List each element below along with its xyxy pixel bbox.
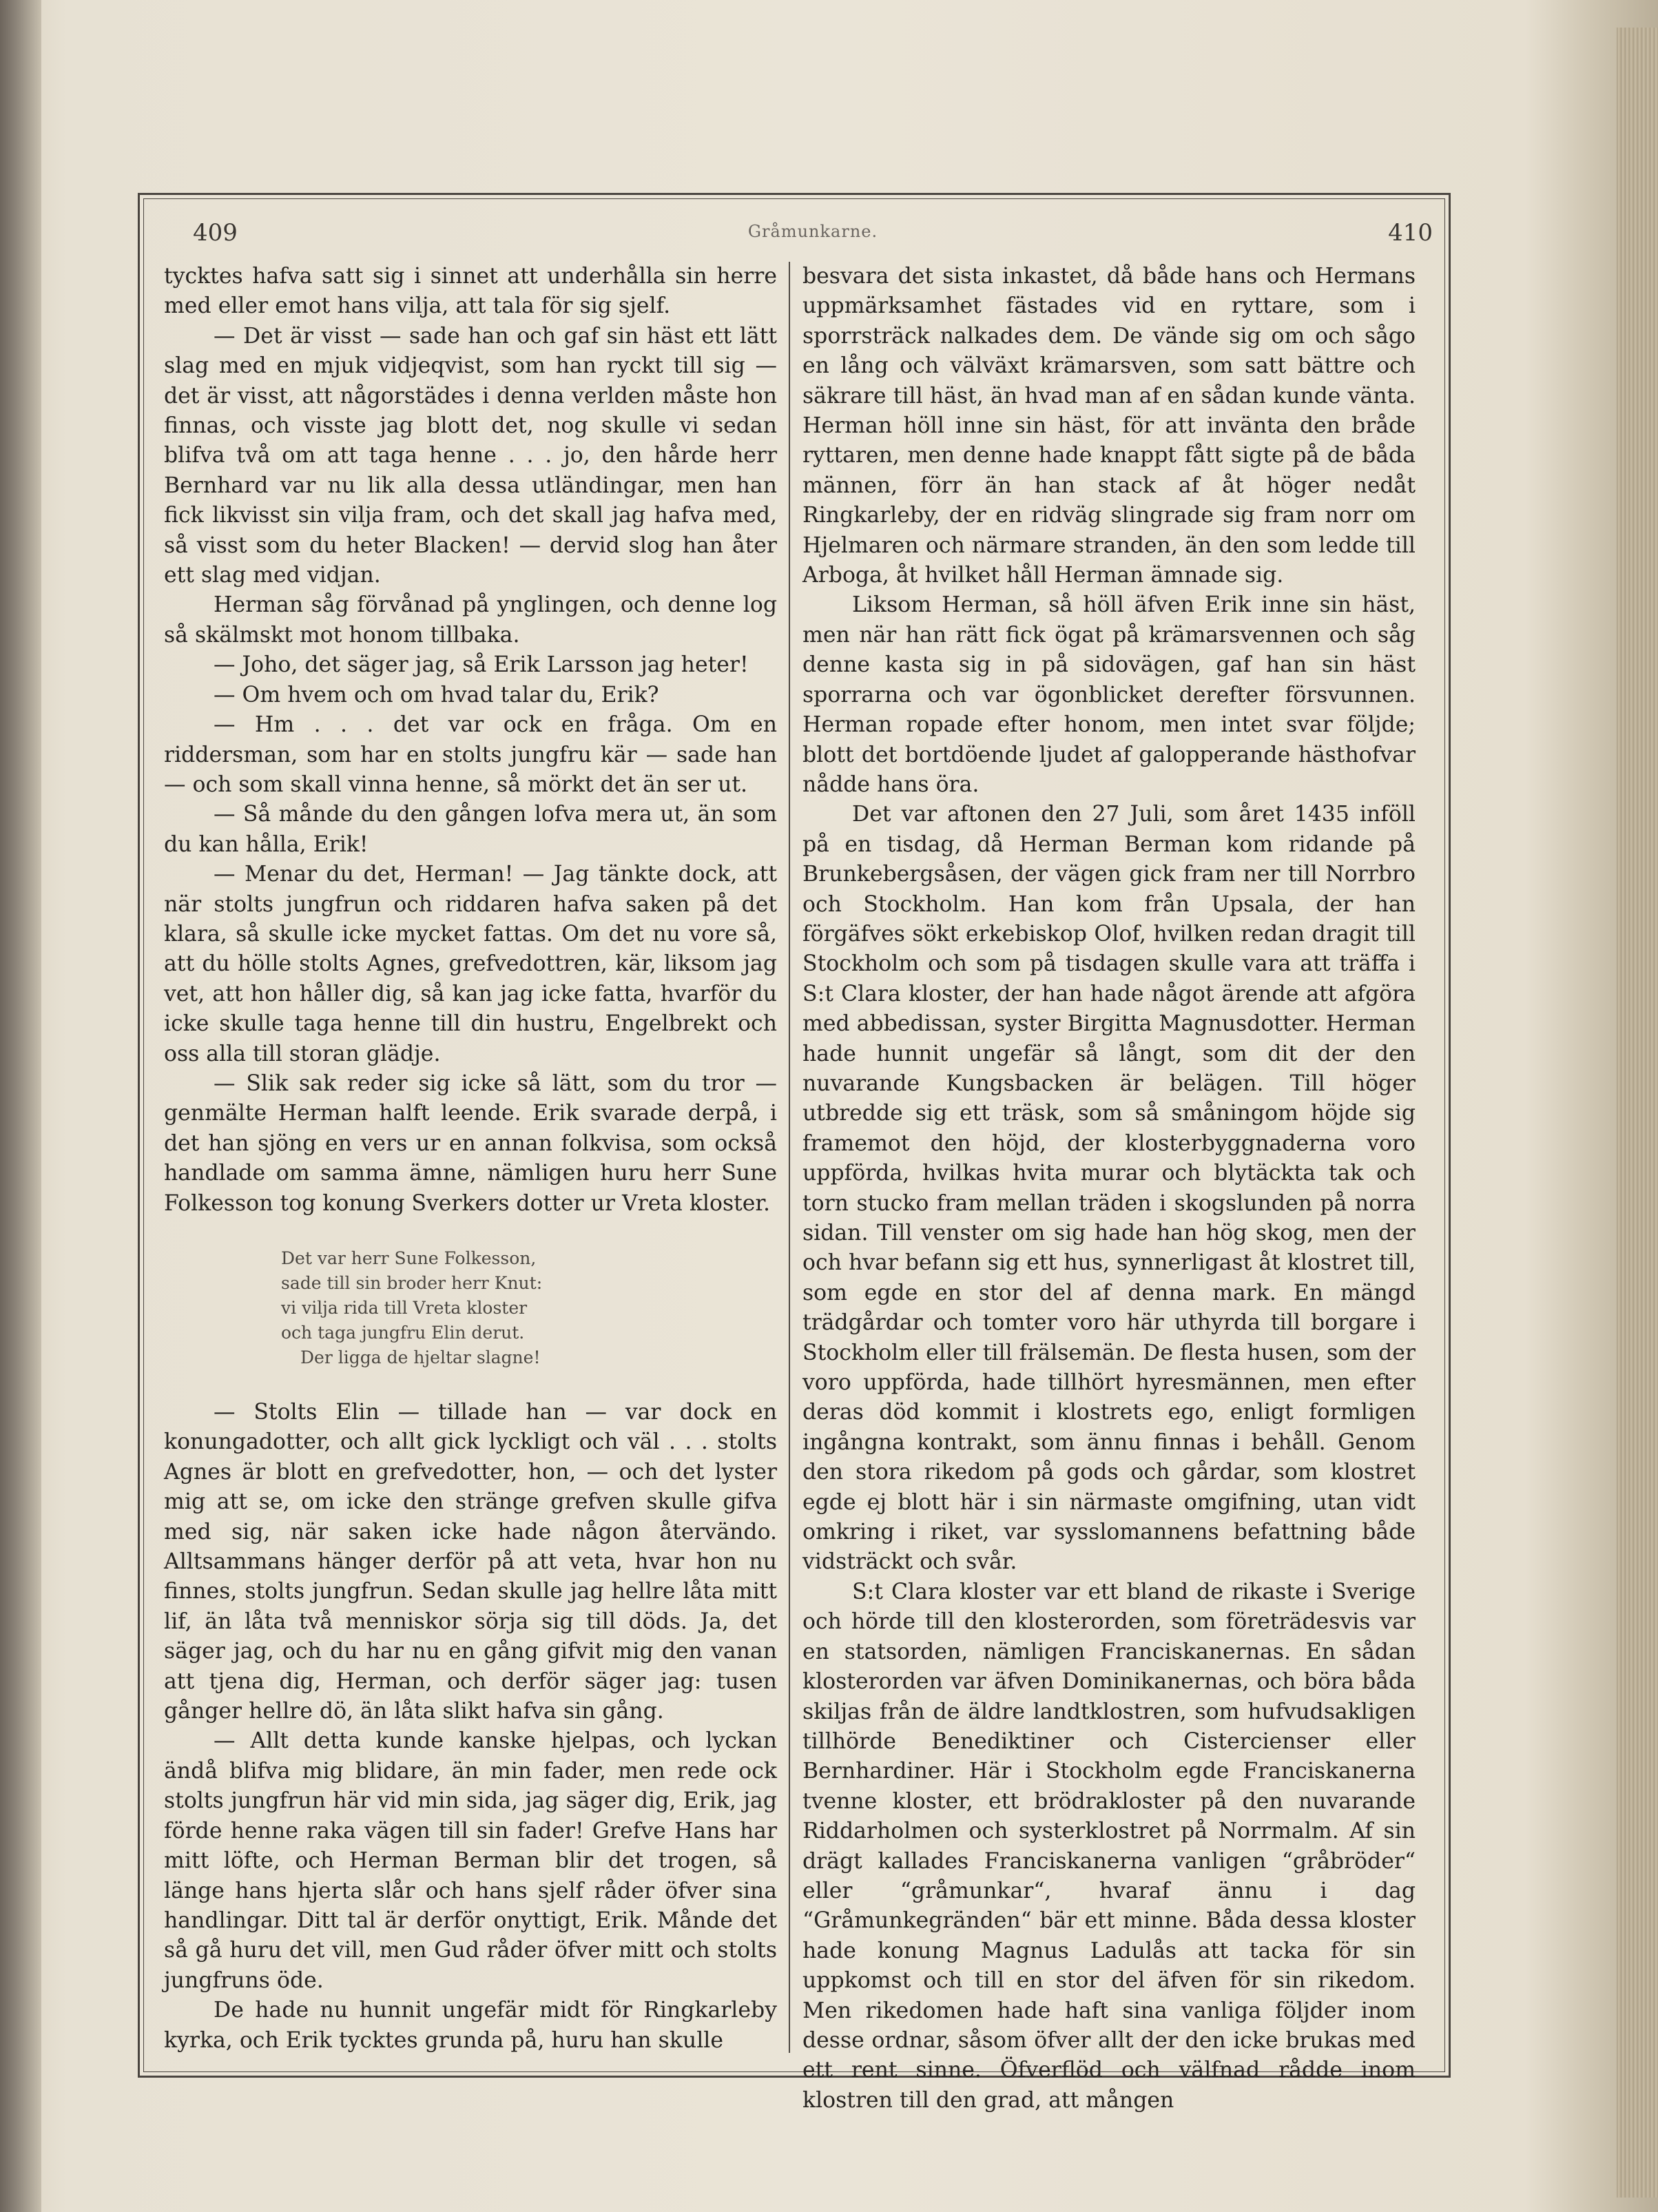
book-binding bbox=[0, 0, 41, 2212]
page-edges bbox=[1617, 28, 1658, 2198]
left-text-column bbox=[164, 262, 777, 2053]
paragraph: — Joho, det säger jag, så Erik Larsson jag heter! bbox=[214, 652, 749, 678]
poem-refrain: Der ligga de hjeltar slagne! bbox=[300, 1347, 541, 1367]
paragraph: Liksom Herman, så höll äfven Erik inne sin häst, men när han rätt fick ögat på krämarsvennen och såg denne kasta sig in på sidovägen, gaf han sin häst sporrarna och var ögonblicket derefter försvunnen. Herman ropade efter honom, men intet svar följde; blott det bortdöende ljudet af galopperande hästhofvar nådde hans öra. bbox=[802, 592, 1416, 797]
poem-line: sade till sin broder herr Knut: bbox=[281, 1273, 543, 1293]
paragraph: besvara det sista inkastet, då både hans och Hermans uppmärksamhet fästades vid en ryttare, som i sporrsträck nalkades dem. De vände sig om och sågo en lång och välväxt krämarsven, som satt bättre och säkrare till häst, än hvad man af en sådan kunde vänta. Herman höll inne sin häst, för att invänta den bråde ryttaren, men denne hade knappt fått sigte på de båda männen, förr än han stack af åt höger nedåt Ringkarleby, der en ridväg slingrade sig fram norr om Hjelmaren och närmare stranden, än den som ledde till Arboga, åt hvilket håll Herman ämnade sig. bbox=[802, 264, 1416, 588]
running-header bbox=[193, 219, 1433, 260]
paragraph: — Om hvem och om hvad talar du, Erik? bbox=[214, 682, 659, 707]
paragraph: — Det är visst — sade han och gaf sin häst ett lätt slag med en mjuk vidjeqvist, som han ryckt till sig — det är visst, att någorstädes i denna verlden måste hon finnas, och visste jag blott det, nog skulle vi sedan blifva två om att taga henne . . . jo, den hårde herr Bernhard var nu lik alla dessa utländingar, men han fick likvisst sin vilja fram, och det skall jag hafva med, så visst som du heter Blacken! — dervid slog han åter ett slag med vidjan. bbox=[164, 323, 777, 588]
poem-quote bbox=[164, 1246, 777, 1370]
paragraph: De hade nu hunnit ungefär midt för Ringkarleby kyrka, och Erik tycktes grunda på, huru han skulle bbox=[164, 1998, 777, 2053]
paragraph: Det var aftonen den 27 Juli, som året 1435 inföll på en tisdag, då Herman Berman kom ridande på Brunkebergsåsen, der vägen gick fram ner till Norrbro och Stockholm. Han kom från Upsala, der han förgäfves sökt erkebiskop Olof, hvilken redan dragit till Stockholm och som på tisdagen skulle vara att träffa i S:t Clara kloster, der han hade något ärende att afgöra med abbedissan, syster Birgitta Magnusdotter. Herman hade hunnit ungefär så långt, som dit der den nuvarande Kungsbacken är belägen. Till höger utbredde sig ett träsk, som så småningom höjde sig framemot den höjd, der klosterbyggnaderna voro uppförda, hvilkas hvita murar och blytäckta tak och torn stucko fram mellan träden i skogslunden på norra sidan. Till venster om sig hade han hög skog, men der och hvar befann sig ett hus, synnerligast åt klostret till, som egde en stor del af denna mark. En mängd trädgårdar och tomter voro här uthyrda till borgare i Stockholm eller till frälsemän. De flesta husen, som der voro uppförda, hade tillhört hyresmännen, men efter deras död kommit i klostrets ego, enligt formligen ingångna kontrakt, som ännu finnas i behåll. Genom den stora rikedom på gods och gårdar, som klostret egde ej blott här i sin närmaste omgifning, utan vidt omkring i riket, var sysslomannens befattning både vidsträckt och svår. bbox=[802, 802, 1416, 1575]
running-title: Gråmunkarne. bbox=[747, 222, 878, 241]
paragraph: tycktes hafva satt sig i sinnet att underhålla sin herre med eller emot hans vilja, att tala för sig sjelf. bbox=[164, 264, 777, 319]
poem-line: och taga jungfru Elin derut. bbox=[281, 1323, 525, 1343]
paragraph: — Menar du det, Herman! — Jag tänkte dock, att när stolts jungfrun och riddaren hafva saken på det klara, så skulle icke mycket fattas. Om det nu vore så, att du hölle stolts Agnes, grefvedottren, kär, liksom jag vet, att hon håller dig, så kan jag icke fatta, hvarför du icke skulle taga henne till din hustru, Engelbrekt och oss alla till storan glädje. bbox=[164, 862, 777, 1066]
column-divider bbox=[789, 262, 790, 2053]
poem-line: vi vilja rida till Vreta kloster bbox=[281, 1298, 528, 1318]
poem-line: Det var herr Sune Folkesson, bbox=[281, 1248, 537, 1268]
paragraph: — Stolts Elin — tillade han — var dock en konungadotter, och allt gick lyckligt och väl . . . stolts Agnes är blott en grefvedotter, hon, — och det lyster mig att se, om icke den stränge grefven skulle gifva med sig, när saken icke hade någon återvändo. Alltsammans hänger derför på att veta, hvar hon nu finnes, stolts jungfrun. Sedan skulle jag hellre låta mitt lif, än låta två menniskor sörja sig till döds. Ja, det säger jag, och du har nu en gång gifvit mig den vanan att tjena dig, Herman, och derför säger jag: tusen gånger hellre dö, än låta slikt hafva sin gång. bbox=[164, 1400, 777, 1724]
paragraph: — Allt detta kunde kanske hjelpas, och lyckan ändå blifva mig blidare, än min fader, men rede ock stolts jungfrun här vid min sida, jag säger dig, Erik, jag förde henne raka vägen till sin fader! Grefve Hans har mitt löfte, och Herman Berman blir det trogen, så länge hans hjerta slår och hans sjelf råder öfver sina handlingar. Ditt tal är derför onyttigt, Erik. Månde det så gå huru det vill, men Gud råder öfver mitt och stolts jungfruns öde. bbox=[164, 1728, 777, 1993]
paragraph: Herman såg förvånad på ynglingen, och denne log så skälmskt mot honom tillbaka. bbox=[164, 592, 777, 648]
paragraph: — Hm . . . det var ock en fråga. Om en riddersman, som har en stolts jungfru kär — sade han — och som skall vinna henne, så mörkt det än ser ut. bbox=[164, 712, 777, 797]
paragraph: S:t Clara kloster var ett bland de rikaste i Sverige och hörde till den klosterorden, som företrädesvis var en statsorden, nämligen Franciskanernas. En sådan klosterorden var äfven Dominikanernas, och böra båda skiljas från de äldre landtklostren, som hufvudsakligen tillhörde Benediktiner och Cistercienser eller Bernhardiner. Här i Stockholm egde Franciskanerna tvenne kloster, ett brödrakloster på den nuvarande Riddarholmen och systerklostret på Norrmalm. Af sin drägt kallades Franciskanerna vanligen “gråbröder“ eller “gråmunkar“, hvaraf ännu i dag “Gråmunkegränden“ bär ett minne. Båda dessa kloster hade konung Magnus Ladulås att tacka för sin uppkomst och till en stor del äfven för sin rikedom. Men rikedomen hade haft sina vanliga följder inom desse ordnar, såsom öfver allt der den icke brukas med ett rent sinne. Öfverflöd och välfnad rådde inom klostren till den grad, att mången bbox=[802, 1579, 1416, 2113]
right-page-number: 410 bbox=[1388, 219, 1433, 247]
left-page-number: 409 bbox=[193, 219, 238, 247]
paragraph: — Slik sak reder sig icke så lätt, som du tror — genmälte Herman halft leende. Erik svarade derpå, i det han sjöng en vers ur en annan folkvisa, som också handlade om samma ämne, nämligen huru herr Sune Folkesson tog konung Sverkers dotter ur Vreta kloster. bbox=[164, 1071, 777, 1216]
right-text-column bbox=[802, 262, 1416, 2113]
paragraph: — Så månde du den gången lofva mera ut, än som du kan hålla, Erik! bbox=[164, 802, 777, 857]
